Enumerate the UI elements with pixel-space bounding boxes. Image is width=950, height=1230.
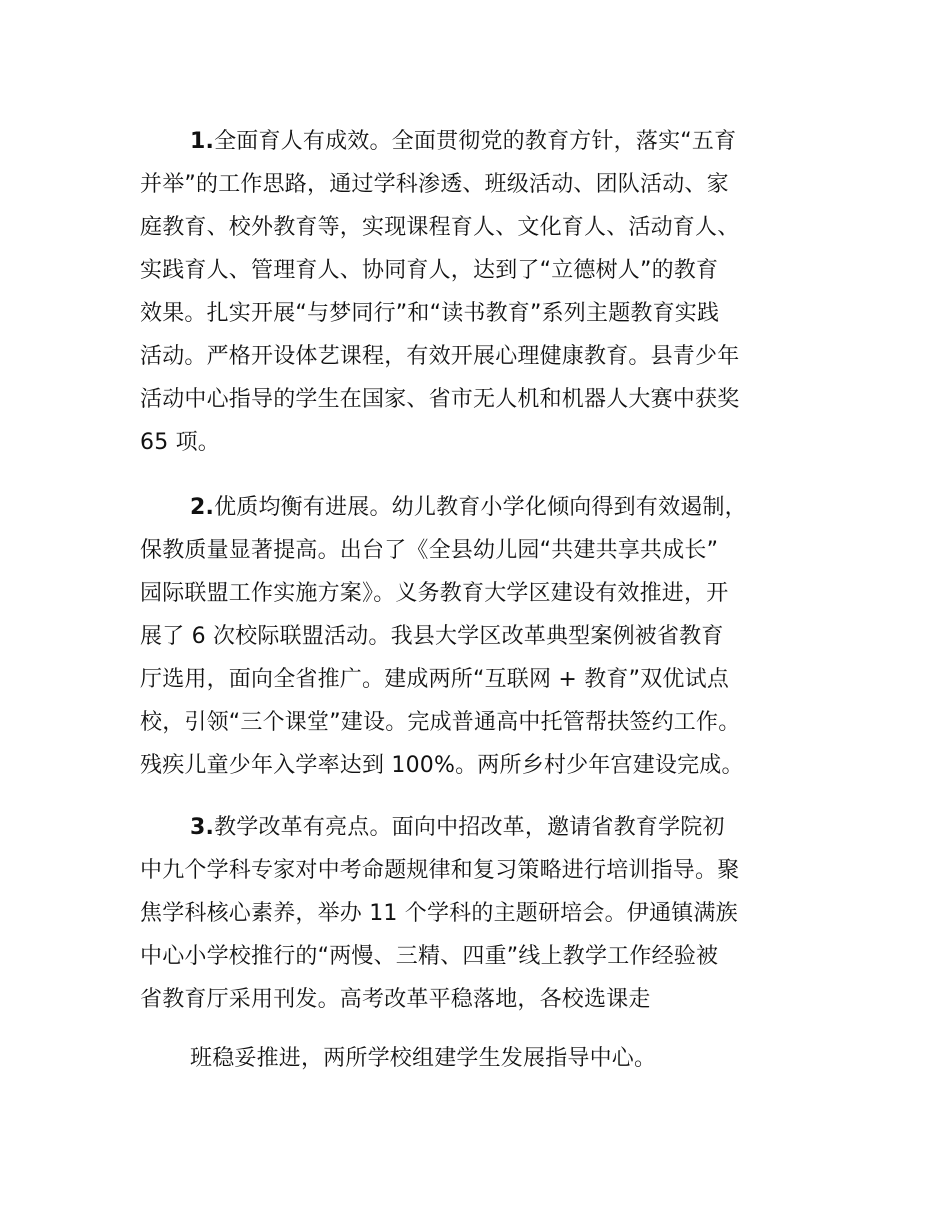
paragraph-line xyxy=(140,120,840,163)
paragraph-line: 65 项。 xyxy=(140,430,220,455)
paragraph-number: 1. xyxy=(190,129,215,154)
paragraph-line: 省教育厅采用刊发。高考改革平稳落地，各校选课走 xyxy=(140,987,651,1012)
paragraph-line-text: 教学改革有亮点。面向中招改革，邀请省教育学院初 xyxy=(214,815,725,840)
paragraph-line: 活动中心指导的学生在国家、省市无人机和机器人大赛中获奖 xyxy=(140,387,740,412)
paragraph-line: 效果。扎实开展“与梦同行”和“读书教育”系列主题教育实践 xyxy=(140,301,720,326)
paragraph-line: 保教质量显著提高。出台了《全县幼儿园“共建共享共成长” xyxy=(140,538,719,563)
paragraph-1 xyxy=(140,120,840,464)
paragraph-line: 班稳妥推进，两所学校组建学生发展指导中心。 xyxy=(190,1046,657,1071)
paragraph-line: 活动。严格开设体艺课程，有效开展心理健康教育。县青少年 xyxy=(140,344,740,369)
paragraph-line: 并举”的工作思路，通过学科渗透、班级活动、团队活动、家 xyxy=(140,172,729,197)
paragraph-line: 中心小学校推行的“两慢、三精、四重”线上教学工作经验被 xyxy=(140,944,719,969)
paragraph-line-text: 优质均衡有进展。幼儿教育小学化倾向得到有效遏制， xyxy=(214,495,747,520)
paragraph-line: 残疾儿童少年入学率达到 100%。两所乡村少年宫建设完成。 xyxy=(140,753,744,778)
paragraph-line: 实践育人、管理育人、协同育人，达到了“立德树人”的教育 xyxy=(140,258,719,283)
paragraph-line: 焦学科核心素养，举办 11 个学科的主题研培会。伊通镇满族 xyxy=(140,901,738,926)
paragraph-line: 庭教育、校外教育等，实现课程育人、文化育人、活动育人、 xyxy=(140,215,740,240)
paragraph-line: 校，引领“三个课堂”建设。完成普通高中托管帮扶签约工作。 xyxy=(140,710,741,735)
paragraph-number: 2. xyxy=(190,495,215,520)
paragraph-line: 园际联盟工作实施方案》。义务教育大学区建设有效推进，开 xyxy=(140,581,729,606)
paragraph-number: 3. xyxy=(190,815,215,840)
paragraph-line xyxy=(140,806,840,849)
paragraph-line: 展了 6 次校际联盟活动。我县大学区改革典型案例被省教育 xyxy=(140,624,724,649)
paragraph-line xyxy=(140,486,840,529)
paragraph-2 xyxy=(140,486,840,787)
paragraph-line: 厅选用，面向全省推广。建成两所“互联网 + 教育”双优试点 xyxy=(140,667,730,692)
paragraph-4 xyxy=(140,1037,840,1080)
paragraph-line: 中九个学科专家对中考命题规律和复习策略进行培训指导。聚 xyxy=(140,858,740,883)
paragraph-3 xyxy=(140,806,840,1021)
paragraph-line-text: 全面育人有成效。全面贯彻党的教育方针，落实“五育 xyxy=(214,129,737,154)
